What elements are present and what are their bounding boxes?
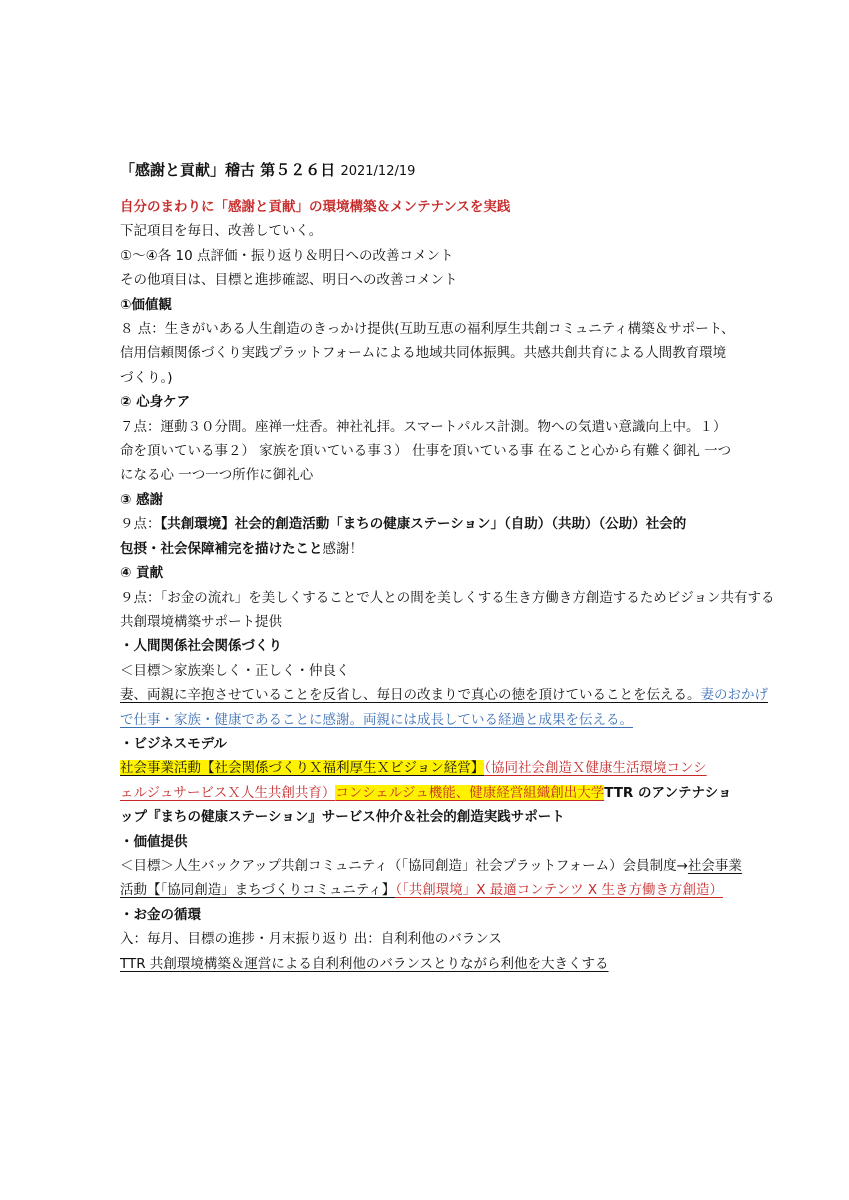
business-highlight-red: コンシェルジュ機能、健康経営組織創出大学 bbox=[335, 784, 605, 801]
intro-line: ①～④各 10 点評価・振り返り＆明日への改善コメント bbox=[120, 247, 454, 264]
value-provision-heading: ・価値提供 bbox=[120, 833, 188, 850]
values-line: 信用信頼関係づくり実践プラットフォームによる地域共同体振興。共感共創共育による人間教育環境 bbox=[120, 345, 727, 362]
values-line: づくり。) bbox=[120, 369, 173, 386]
relationships-text-blue: 妻のおかげ bbox=[700, 687, 768, 704]
gratitude-score: ９点： bbox=[120, 516, 161, 533]
care-line: ７点：運動３０分間。座禅一炷香。神社礼拝。スマートパルス計測。物への気遣い意識向上中。１） bbox=[120, 418, 727, 435]
title-main: 「感謝と貢献」稽古 第５２６日 bbox=[120, 161, 336, 179]
section-heading-values: ①価値観 bbox=[120, 296, 172, 313]
value-provision-line bbox=[120, 854, 740, 878]
section-heading-contribution: ④ 貢献 bbox=[120, 565, 164, 582]
contribution-line: 共創環境構築サポート提供 bbox=[120, 613, 282, 630]
business-model-line: ップ『まちの健康ステーション』サービス仲介＆社会的創造実践サポート bbox=[120, 809, 565, 826]
relationships-line-blue: で仕事・家族・健康であることに感謝。両親には成長している経過と成果を伝える。 bbox=[120, 711, 633, 728]
values-line: ８ 点：生きがいある人生創造のきっかけ提供(互助互恵の福利厚生共創コミュニティ構築＆サポート、 bbox=[120, 321, 735, 338]
money-cycle-line: 入：毎月、目標の進捗・月末振り返り 出：自利利他のバランス bbox=[120, 931, 502, 948]
business-highlight: 社会事業活動【社会関係づくりＸ福利厚生Ｘビジョン経営】 bbox=[120, 760, 485, 777]
business-model-line bbox=[120, 756, 740, 780]
gratitude-text-bold: 包摂・社会保障補完を描けたこと bbox=[120, 540, 323, 557]
money-cycle-line: TTR 共創環境構築＆運営による自利利他のバランスとりながら利他を大きくする bbox=[120, 955, 609, 972]
care-line: になる心 一つ一つ所作に御礼心 bbox=[120, 467, 314, 484]
value-text: ＜目標＞人生バックアップ共創コミュニティ（「協同創造」社会プラットフォーム）会員制度→ bbox=[120, 857, 688, 874]
money-cycle-heading: ・お金の循環 bbox=[120, 906, 201, 923]
headline: 自分のまわりに「感謝と貢献」の環境構築＆メンテナンスを実践 bbox=[120, 199, 511, 215]
business-bold-text: TTR のアンテナショ bbox=[604, 784, 732, 801]
gratitude-line bbox=[120, 537, 740, 561]
value-text-underlined: 活動【「協同創造」まちづくりコミュニティ】 bbox=[120, 882, 396, 899]
document-page bbox=[120, 158, 775, 976]
business-red-text: ェルジュサービスＸ人生共創共育） bbox=[120, 784, 336, 801]
relationships-heading: ・人間関係社会関係づくり bbox=[120, 638, 282, 655]
gratitude-line bbox=[120, 512, 740, 536]
care-line: 命を頂いている事２） 家族を頂いている事３） 仕事を頂いている事 在ること心から有難く御礼 一つ bbox=[120, 443, 732, 460]
section-heading-care: ② 心身ケア bbox=[120, 394, 191, 411]
intro-line: その他項目は、目標と進捗確認、明日への改善コメント bbox=[120, 272, 458, 289]
relationships-line bbox=[120, 683, 768, 707]
title-date: 2021/12/19 bbox=[340, 164, 416, 179]
intro-line: 下記項目を毎日、改善していく。 bbox=[120, 223, 323, 240]
contribution-line: ９点：「お金の流れ」を美しくすることで人との間を美しくする生き方働き方創造するためビジョン共有する bbox=[120, 589, 775, 606]
value-red-text: （「共創環境」X 最適コンテンツ X 生き方働き方創造） bbox=[395, 882, 723, 899]
gratitude-tail: 感謝！ bbox=[322, 540, 363, 557]
value-text-underlined: 社会事業 bbox=[687, 857, 742, 874]
business-red-text: （協同社会創造Ｘ健康生活環境コンシ bbox=[484, 760, 707, 777]
document-title bbox=[120, 158, 740, 184]
section-heading-gratitude: ③ 感謝 bbox=[120, 491, 164, 508]
value-provision-line bbox=[120, 878, 740, 902]
relationships-goal: ＜目標＞家族楽しく・正しく・仲良く bbox=[120, 662, 350, 679]
business-model-line bbox=[120, 781, 740, 805]
gratitude-text-bold: 【共創環境】社会的創造活動「まちの健康ステーション」（自助）（共助）（公助）社会的 bbox=[160, 516, 687, 533]
business-model-heading: ・ビジネスモデル bbox=[120, 735, 227, 752]
relationships-text: 妻、両親に辛抱させていることを反省し、毎日の改まりで真心の徳を頂けていることを伝える。 bbox=[120, 687, 701, 704]
